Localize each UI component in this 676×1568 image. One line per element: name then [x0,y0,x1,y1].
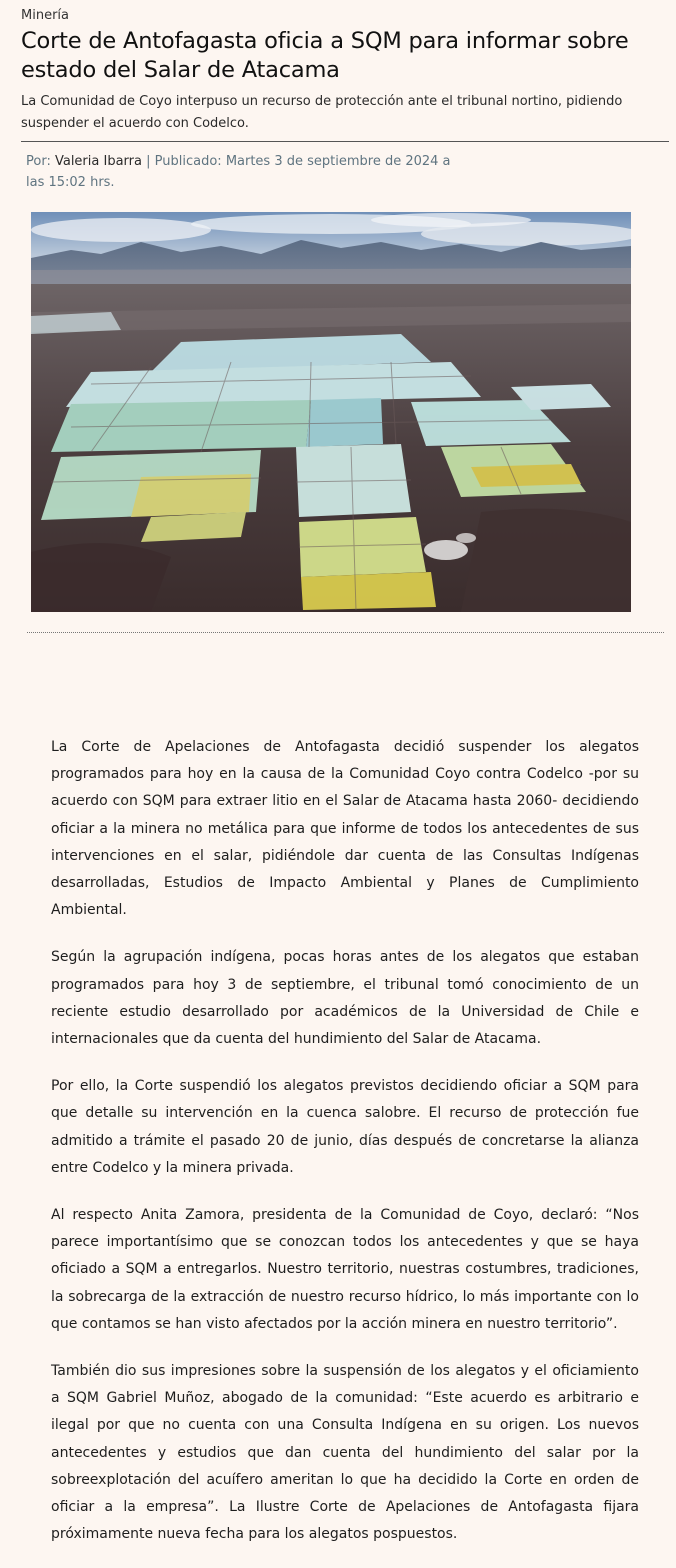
article-title: Corte de Antofagasta oficia a SQM para informar sobre estado del Salar de Atacama [21,28,629,83]
article-body [51,734,639,1568]
by-label: Por: [26,154,51,169]
author-name[interactable]: Valeria Ibarra [54,154,142,169]
photo-divider [27,632,664,633]
paragraph-1: La Corte de Apelaciones de Antofagasta decidió suspender los alegatos programados para hoy en la causa de la Comunidad Coyo contra Codelco -por su acuerdo con SQM para extraer litio en el Salar de Atacama hasta 2060- decidiendo oficiar a la minera no metálica para que informe de todos los antecedentes de sus intervenciones en el salar, pidiéndole dar cuenta de las Consultas Indígenas desarrolladas, Estudios de Impacto Ambiental y Planes de Cumplimiento Ambiental. [51,739,639,919]
publish-date: Martes 3 de septiembre de 2024 a las 15:02 hrs. [26,154,451,190]
published-label: Publicado: [154,154,222,169]
paragraph-3: Por ello, la Corte suspendió los alegatos previstos decidiendo oficiar a SQM para que detalle su intervención en la cuenca salobre. El recurso de protección fue admitido a trámite el pasado 20 de junio, días después de concretarse la alianza entre Codelco y la minera privada. [51,1078,639,1176]
article-lead: La Comunidad de Coyo interpuso un recurso de protección ante el tribunal nortino, pidiendo suspender el acuerdo con Codelco. [21,94,623,131]
byline [26,151,456,193]
paragraph-4: Al respecto Anita Zamora, presidenta de la Comunidad de Coyo, declaró: “Nos parece importantísimo que se conozcan todos los antecedentes y que se haya oficiado a SQM a entregarlos. Nuestro territorio, nuestras costumbres, tradiciones, la sobrecarga de la extracción de nuestro recurso hídrico, lo más importante con lo que contamos se han visto afectados por la acción minera en nuestro territorio”. [51,1207,639,1332]
salt-flat-aerial-image [31,212,631,612]
header-divider [21,141,669,142]
category-label[interactable]: Minería [21,8,69,23]
paragraph-5: También dio sus impresiones sobre la suspensión de los alegatos y el oficiamiento a SQM Gabriel Muñoz, abogado de la comunidad: “Este acuerdo es arbitrario e ilegal por que no cuenta con una Consulta Indígena en su origen. Los nuevos antecedentes y estudios que dan cuenta del hundimiento del salar por la sobreexplotación del acuífero ameritan lo que ha decidido la Corte en orden de oficiar a la empresa”. La Ilustre Corte de Apelaciones de Antofagasta fijara próximamente nueva fecha para los alegatos pospuestos. [51,1363,639,1543]
article-photo [31,212,631,612]
paragraph-2: Según la agrupación indígena, pocas horas antes de los alegatos que estaban programados para hoy 3 de septiembre, el tribunal tomó conocimiento de un reciente estudio desarrollado por académicos de la Universidad de Chile e internacionales que da cuenta del hundimiento del Salar de Atacama. [51,949,639,1048]
byline-separator: | [146,154,151,169]
